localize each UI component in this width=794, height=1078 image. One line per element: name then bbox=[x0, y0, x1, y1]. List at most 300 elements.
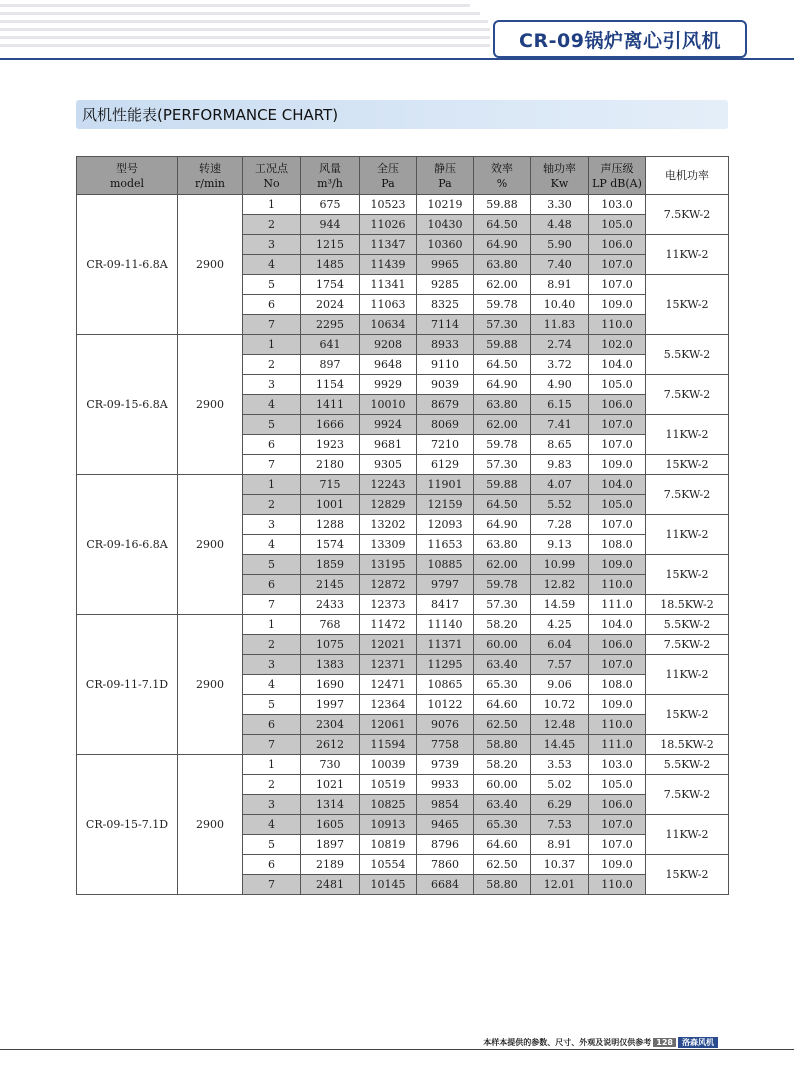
table-cell: 9681 bbox=[360, 435, 417, 455]
section-title: 风机性能表(PERFORMANCE CHART) bbox=[76, 100, 728, 129]
motor-power-cell: 7.5KW-2 bbox=[646, 375, 729, 415]
table-cell: 5.52 bbox=[531, 495, 589, 515]
table-cell: 12243 bbox=[360, 475, 417, 495]
table-cell: 8933 bbox=[417, 335, 474, 355]
column-header bbox=[360, 157, 417, 195]
table-cell: 5 bbox=[243, 695, 301, 715]
table-cell: 59.78 bbox=[474, 295, 531, 315]
column-header-unit: Pa bbox=[438, 176, 452, 190]
table-cell: 1 bbox=[243, 755, 301, 775]
table-cell: 6 bbox=[243, 715, 301, 735]
motor-power-cell: 11KW-2 bbox=[646, 815, 729, 855]
column-header-title: 效率 bbox=[491, 161, 513, 175]
table-cell: 8.65 bbox=[531, 435, 589, 455]
table-cell: 1215 bbox=[301, 235, 360, 255]
table-cell: 13195 bbox=[360, 555, 417, 575]
table-cell: 4 bbox=[243, 675, 301, 695]
table-cell: 58.20 bbox=[474, 615, 531, 635]
table-cell: 1754 bbox=[301, 275, 360, 295]
table-cell: 60.00 bbox=[474, 635, 531, 655]
table-cell: 10.40 bbox=[531, 295, 589, 315]
table-cell: 11347 bbox=[360, 235, 417, 255]
table-cell: 64.90 bbox=[474, 515, 531, 535]
table-cell: 105.0 bbox=[589, 495, 646, 515]
header-rule bbox=[0, 58, 794, 60]
table-cell: 5 bbox=[243, 415, 301, 435]
table-cell: 1 bbox=[243, 475, 301, 495]
table-cell: 10219 bbox=[417, 195, 474, 215]
table-cell: 58.80 bbox=[474, 735, 531, 755]
table-cell: 12061 bbox=[360, 715, 417, 735]
motor-power-cell: 15KW-2 bbox=[646, 455, 729, 475]
table-cell: 2145 bbox=[301, 575, 360, 595]
model-cell: CR-09-11-6.8A bbox=[77, 195, 178, 335]
table-cell: 9.13 bbox=[531, 535, 589, 555]
column-header-unit: m³/h bbox=[317, 176, 343, 190]
motor-power-cell: 15KW-2 bbox=[646, 275, 729, 335]
table-cell: 2 bbox=[243, 495, 301, 515]
table-cell: 6 bbox=[243, 295, 301, 315]
table-cell: 104.0 bbox=[589, 615, 646, 635]
table-cell: 63.80 bbox=[474, 535, 531, 555]
table-cell: 7.53 bbox=[531, 815, 589, 835]
motor-power-cell: 15KW-2 bbox=[646, 555, 729, 595]
column-header-unit: Kw bbox=[550, 176, 569, 190]
table-cell: 110.0 bbox=[589, 575, 646, 595]
table-cell: 1383 bbox=[301, 655, 360, 675]
table-cell: 107.0 bbox=[589, 815, 646, 835]
table-cell: 62.00 bbox=[474, 415, 531, 435]
motor-power-cell: 11KW-2 bbox=[646, 415, 729, 455]
table-cell: 9.83 bbox=[531, 455, 589, 475]
table-cell: 12471 bbox=[360, 675, 417, 695]
table-cell: 5 bbox=[243, 555, 301, 575]
table-cell: 10010 bbox=[360, 395, 417, 415]
table-cell: 12829 bbox=[360, 495, 417, 515]
table-cell: 10039 bbox=[360, 755, 417, 775]
table-cell: 7.28 bbox=[531, 515, 589, 535]
table-row bbox=[77, 475, 729, 495]
table-cell: 64.60 bbox=[474, 695, 531, 715]
table-cell: 62.50 bbox=[474, 715, 531, 735]
table-cell: 10.72 bbox=[531, 695, 589, 715]
table-cell: 14.59 bbox=[531, 595, 589, 615]
table-cell: 2295 bbox=[301, 315, 360, 335]
table-cell: 105.0 bbox=[589, 375, 646, 395]
column-header-unit: model bbox=[109, 176, 145, 190]
table-cell: 59.88 bbox=[474, 475, 531, 495]
table-cell: 104.0 bbox=[589, 475, 646, 495]
column-header-unit: LP dB(A) bbox=[592, 176, 642, 190]
table-cell: 6129 bbox=[417, 455, 474, 475]
table-cell: 2189 bbox=[301, 855, 360, 875]
table-cell: 102.0 bbox=[589, 335, 646, 355]
column-header bbox=[646, 157, 729, 195]
table-cell: 11472 bbox=[360, 615, 417, 635]
table-cell: 10430 bbox=[417, 215, 474, 235]
table-cell: 57.30 bbox=[474, 315, 531, 335]
table-cell: 12021 bbox=[360, 635, 417, 655]
column-header-unit: No bbox=[263, 176, 280, 190]
table-cell: 4.48 bbox=[531, 215, 589, 235]
model-cell: CR-09-16-6.8A bbox=[77, 475, 178, 615]
table-cell: 944 bbox=[301, 215, 360, 235]
table-cell: 2481 bbox=[301, 875, 360, 895]
table-cell: 108.0 bbox=[589, 535, 646, 555]
table-cell: 1666 bbox=[301, 415, 360, 435]
table-cell: 110.0 bbox=[589, 875, 646, 895]
table-cell: 1923 bbox=[301, 435, 360, 455]
table-cell: 106.0 bbox=[589, 795, 646, 815]
table-cell: 59.88 bbox=[474, 195, 531, 215]
motor-power-cell: 5.5KW-2 bbox=[646, 615, 729, 635]
speed-cell: 2900 bbox=[178, 615, 243, 755]
table-cell: 1021 bbox=[301, 775, 360, 795]
table-cell: 3 bbox=[243, 655, 301, 675]
motor-power-cell: 7.5KW-2 bbox=[646, 775, 729, 815]
table-cell: 4 bbox=[243, 395, 301, 415]
table-cell: 6 bbox=[243, 435, 301, 455]
table-cell: 12373 bbox=[360, 595, 417, 615]
table-cell: 64.50 bbox=[474, 215, 531, 235]
table-cell: 11.83 bbox=[531, 315, 589, 335]
table-cell: 9285 bbox=[417, 275, 474, 295]
table-cell: 675 bbox=[301, 195, 360, 215]
table-cell: 9.06 bbox=[531, 675, 589, 695]
table-cell: 2 bbox=[243, 635, 301, 655]
table-cell: 7.41 bbox=[531, 415, 589, 435]
model-cell: CR-09-15-7.1D bbox=[77, 755, 178, 895]
table-cell: 1314 bbox=[301, 795, 360, 815]
table-cell: 59.78 bbox=[474, 575, 531, 595]
column-header-title: 声压级 bbox=[600, 161, 634, 175]
table-cell: 12159 bbox=[417, 495, 474, 515]
table-cell: 7.57 bbox=[531, 655, 589, 675]
table-cell: 8.91 bbox=[531, 275, 589, 295]
table-cell: 1997 bbox=[301, 695, 360, 715]
table-cell: 64.90 bbox=[474, 375, 531, 395]
table-cell: 7 bbox=[243, 455, 301, 475]
table-cell: 11594 bbox=[360, 735, 417, 755]
table-cell: 9076 bbox=[417, 715, 474, 735]
table-cell: 103.0 bbox=[589, 755, 646, 775]
table-cell: 8417 bbox=[417, 595, 474, 615]
table-cell: 2304 bbox=[301, 715, 360, 735]
table-cell: 4.25 bbox=[531, 615, 589, 635]
table-cell: 8325 bbox=[417, 295, 474, 315]
table-cell: 63.40 bbox=[474, 795, 531, 815]
table-row bbox=[77, 755, 729, 775]
table-cell: 10145 bbox=[360, 875, 417, 895]
table-cell: 7210 bbox=[417, 435, 474, 455]
table-cell: 111.0 bbox=[589, 595, 646, 615]
table-cell: 13202 bbox=[360, 515, 417, 535]
table-cell: 109.0 bbox=[589, 855, 646, 875]
table-cell: 9924 bbox=[360, 415, 417, 435]
motor-power-cell: 5.5KW-2 bbox=[646, 755, 729, 775]
table-cell: 9465 bbox=[417, 815, 474, 835]
column-header bbox=[178, 157, 243, 195]
table-cell: 6.04 bbox=[531, 635, 589, 655]
motor-power-cell: 11KW-2 bbox=[646, 655, 729, 695]
table-cell: 7 bbox=[243, 315, 301, 335]
table-cell: 8796 bbox=[417, 835, 474, 855]
table-cell: 6 bbox=[243, 855, 301, 875]
table-cell: 12093 bbox=[417, 515, 474, 535]
column-header-unit: r/min bbox=[195, 176, 225, 190]
motor-power-cell: 15KW-2 bbox=[646, 855, 729, 895]
table-cell: 4 bbox=[243, 255, 301, 275]
table-cell: 4.07 bbox=[531, 475, 589, 495]
motor-power-cell: 7.5KW-2 bbox=[646, 475, 729, 515]
table-cell: 9739 bbox=[417, 755, 474, 775]
table-cell: 10913 bbox=[360, 815, 417, 835]
page-number: 128 bbox=[653, 1038, 676, 1047]
table-cell: 12371 bbox=[360, 655, 417, 675]
table-cell: 9305 bbox=[360, 455, 417, 475]
table-cell: 106.0 bbox=[589, 235, 646, 255]
table-cell: 14.45 bbox=[531, 735, 589, 755]
table-cell: 63.40 bbox=[474, 655, 531, 675]
table-cell: 12.82 bbox=[531, 575, 589, 595]
table-cell: 1574 bbox=[301, 535, 360, 555]
table-cell: 730 bbox=[301, 755, 360, 775]
table-cell: 7114 bbox=[417, 315, 474, 335]
table-cell: 715 bbox=[301, 475, 360, 495]
table-cell: 9039 bbox=[417, 375, 474, 395]
table-cell: 2 bbox=[243, 215, 301, 235]
table-cell: 9110 bbox=[417, 355, 474, 375]
table-cell: 1154 bbox=[301, 375, 360, 395]
table-cell: 2180 bbox=[301, 455, 360, 475]
table-cell: 7 bbox=[243, 595, 301, 615]
table-cell: 768 bbox=[301, 615, 360, 635]
table-cell: 108.0 bbox=[589, 675, 646, 695]
motor-power-cell: 11KW-2 bbox=[646, 235, 729, 275]
table-cell: 1 bbox=[243, 615, 301, 635]
table-cell: 106.0 bbox=[589, 635, 646, 655]
table-cell: 59.78 bbox=[474, 435, 531, 455]
table-cell: 1 bbox=[243, 335, 301, 355]
table-cell: 57.30 bbox=[474, 595, 531, 615]
table-cell: 110.0 bbox=[589, 715, 646, 735]
table-cell: 1 bbox=[243, 195, 301, 215]
table-cell: 10360 bbox=[417, 235, 474, 255]
column-header-title: 型号 bbox=[116, 161, 138, 175]
table-cell: 7 bbox=[243, 735, 301, 755]
table-cell: 2433 bbox=[301, 595, 360, 615]
table-cell: 9854 bbox=[417, 795, 474, 815]
table-cell: 107.0 bbox=[589, 435, 646, 455]
table-cell: 1859 bbox=[301, 555, 360, 575]
column-header bbox=[417, 157, 474, 195]
table-cell: 109.0 bbox=[589, 555, 646, 575]
table-cell: 63.80 bbox=[474, 395, 531, 415]
table-cell: 4 bbox=[243, 535, 301, 555]
table-cell: 2024 bbox=[301, 295, 360, 315]
speed-cell: 2900 bbox=[178, 335, 243, 475]
table-cell: 897 bbox=[301, 355, 360, 375]
table-cell: 11371 bbox=[417, 635, 474, 655]
table-cell: 109.0 bbox=[589, 695, 646, 715]
table-cell: 3 bbox=[243, 795, 301, 815]
table-cell: 10634 bbox=[360, 315, 417, 335]
table-cell: 8069 bbox=[417, 415, 474, 435]
performance-table bbox=[76, 156, 729, 895]
table-cell: 10554 bbox=[360, 855, 417, 875]
table-cell: 110.0 bbox=[589, 315, 646, 335]
table-cell: 109.0 bbox=[589, 295, 646, 315]
table-cell: 11295 bbox=[417, 655, 474, 675]
table-row bbox=[77, 335, 729, 355]
table-cell: 107.0 bbox=[589, 255, 646, 275]
table-cell: 1075 bbox=[301, 635, 360, 655]
motor-power-cell: 5.5KW-2 bbox=[646, 335, 729, 375]
table-cell: 10825 bbox=[360, 795, 417, 815]
column-header-title: 工况点 bbox=[255, 161, 288, 175]
table-cell: 9965 bbox=[417, 255, 474, 275]
motor-power-cell: 7.5KW-2 bbox=[646, 635, 729, 655]
table-cell: 64.90 bbox=[474, 235, 531, 255]
table-cell: 1485 bbox=[301, 255, 360, 275]
table-cell: 10.99 bbox=[531, 555, 589, 575]
table-cell: 1897 bbox=[301, 835, 360, 855]
column-header bbox=[301, 157, 360, 195]
table-cell: 641 bbox=[301, 335, 360, 355]
table-cell: 1690 bbox=[301, 675, 360, 695]
table-cell: 107.0 bbox=[589, 415, 646, 435]
table-cell: 64.60 bbox=[474, 835, 531, 855]
table-cell: 2 bbox=[243, 775, 301, 795]
footer-note: 本样本提供的参数、尺寸、外观及说明仅供参考 bbox=[483, 1038, 652, 1047]
table-cell: 57.30 bbox=[474, 455, 531, 475]
table-cell: 5.90 bbox=[531, 235, 589, 255]
column-header-title: 电机功率 bbox=[665, 169, 709, 182]
table-cell: 3.72 bbox=[531, 355, 589, 375]
model-cell: CR-09-15-6.8A bbox=[77, 335, 178, 475]
table-cell: 107.0 bbox=[589, 275, 646, 295]
table-cell: 2 bbox=[243, 355, 301, 375]
column-header bbox=[243, 157, 301, 195]
table-cell: 58.80 bbox=[474, 875, 531, 895]
table-cell: 11901 bbox=[417, 475, 474, 495]
table-row bbox=[77, 615, 729, 635]
table-cell: 10885 bbox=[417, 555, 474, 575]
table-cell: 64.50 bbox=[474, 495, 531, 515]
column-header-unit: Pa bbox=[381, 176, 395, 190]
header-stripes bbox=[0, 0, 520, 60]
table-cell: 65.30 bbox=[474, 815, 531, 835]
table-cell: 4.90 bbox=[531, 375, 589, 395]
speed-cell: 2900 bbox=[178, 755, 243, 895]
column-header-title: 风量 bbox=[319, 161, 341, 175]
table-cell: 60.00 bbox=[474, 775, 531, 795]
table-cell: 107.0 bbox=[589, 835, 646, 855]
table-cell: 7758 bbox=[417, 735, 474, 755]
table-cell: 10865 bbox=[417, 675, 474, 695]
table-cell: 3 bbox=[243, 375, 301, 395]
table-cell: 63.80 bbox=[474, 255, 531, 275]
column-header-title: 静压 bbox=[434, 161, 456, 175]
motor-power-cell: 18.5KW-2 bbox=[646, 735, 729, 755]
table-cell: 1605 bbox=[301, 815, 360, 835]
column-header-unit: % bbox=[496, 176, 508, 190]
table-cell: 5 bbox=[243, 275, 301, 295]
table-cell: 6 bbox=[243, 575, 301, 595]
table-cell: 10.37 bbox=[531, 855, 589, 875]
table-header-row bbox=[77, 157, 729, 195]
table-cell: 11439 bbox=[360, 255, 417, 275]
column-header bbox=[531, 157, 589, 195]
column-header-title: 转速 bbox=[199, 161, 221, 175]
motor-power-cell: 7.5KW-2 bbox=[646, 195, 729, 235]
table-cell: 6.29 bbox=[531, 795, 589, 815]
table-cell: 3 bbox=[243, 235, 301, 255]
page-title: CR-09锅炉离心引风机 bbox=[493, 20, 747, 58]
table-cell: 62.00 bbox=[474, 555, 531, 575]
table-cell: 11026 bbox=[360, 215, 417, 235]
table-cell: 1001 bbox=[301, 495, 360, 515]
table-cell: 12.48 bbox=[531, 715, 589, 735]
table-cell: 1411 bbox=[301, 395, 360, 415]
table-cell: 10523 bbox=[360, 195, 417, 215]
model-cell: CR-09-11-7.1D bbox=[77, 615, 178, 755]
motor-power-cell: 11KW-2 bbox=[646, 515, 729, 555]
table-cell: 9933 bbox=[417, 775, 474, 795]
table-cell: 6.15 bbox=[531, 395, 589, 415]
table-cell: 11341 bbox=[360, 275, 417, 295]
table-cell: 8.91 bbox=[531, 835, 589, 855]
table-cell: 6684 bbox=[417, 875, 474, 895]
table-cell: 107.0 bbox=[589, 655, 646, 675]
table-cell: 104.0 bbox=[589, 355, 646, 375]
table-row bbox=[77, 195, 729, 215]
table-cell: 13309 bbox=[360, 535, 417, 555]
motor-power-cell: 18.5KW-2 bbox=[646, 595, 729, 615]
column-header bbox=[77, 157, 178, 195]
table-cell: 9797 bbox=[417, 575, 474, 595]
table-cell: 10122 bbox=[417, 695, 474, 715]
motor-power-cell: 15KW-2 bbox=[646, 695, 729, 735]
table-cell: 9929 bbox=[360, 375, 417, 395]
table-cell: 12364 bbox=[360, 695, 417, 715]
column-header bbox=[589, 157, 646, 195]
speed-cell: 2900 bbox=[178, 475, 243, 615]
table-cell: 3.53 bbox=[531, 755, 589, 775]
table-cell: 105.0 bbox=[589, 215, 646, 235]
table-cell: 106.0 bbox=[589, 395, 646, 415]
table-cell: 11140 bbox=[417, 615, 474, 635]
table-cell: 2.74 bbox=[531, 335, 589, 355]
speed-cell: 2900 bbox=[178, 195, 243, 335]
column-header-title: 全压 bbox=[377, 161, 399, 175]
table-cell: 11653 bbox=[417, 535, 474, 555]
table-cell: 3 bbox=[243, 515, 301, 535]
table-cell: 1288 bbox=[301, 515, 360, 535]
table-cell: 2612 bbox=[301, 735, 360, 755]
table-cell: 58.20 bbox=[474, 755, 531, 775]
table-cell: 3.30 bbox=[531, 195, 589, 215]
table-cell: 12872 bbox=[360, 575, 417, 595]
table-cell: 105.0 bbox=[589, 775, 646, 795]
brand-label: 洛森风机 bbox=[678, 1037, 718, 1048]
table-cell: 4 bbox=[243, 815, 301, 835]
table-cell: 9648 bbox=[360, 355, 417, 375]
table-cell: 109.0 bbox=[589, 455, 646, 475]
table-cell: 10519 bbox=[360, 775, 417, 795]
footer-rule bbox=[0, 1049, 794, 1050]
table-cell: 64.50 bbox=[474, 355, 531, 375]
